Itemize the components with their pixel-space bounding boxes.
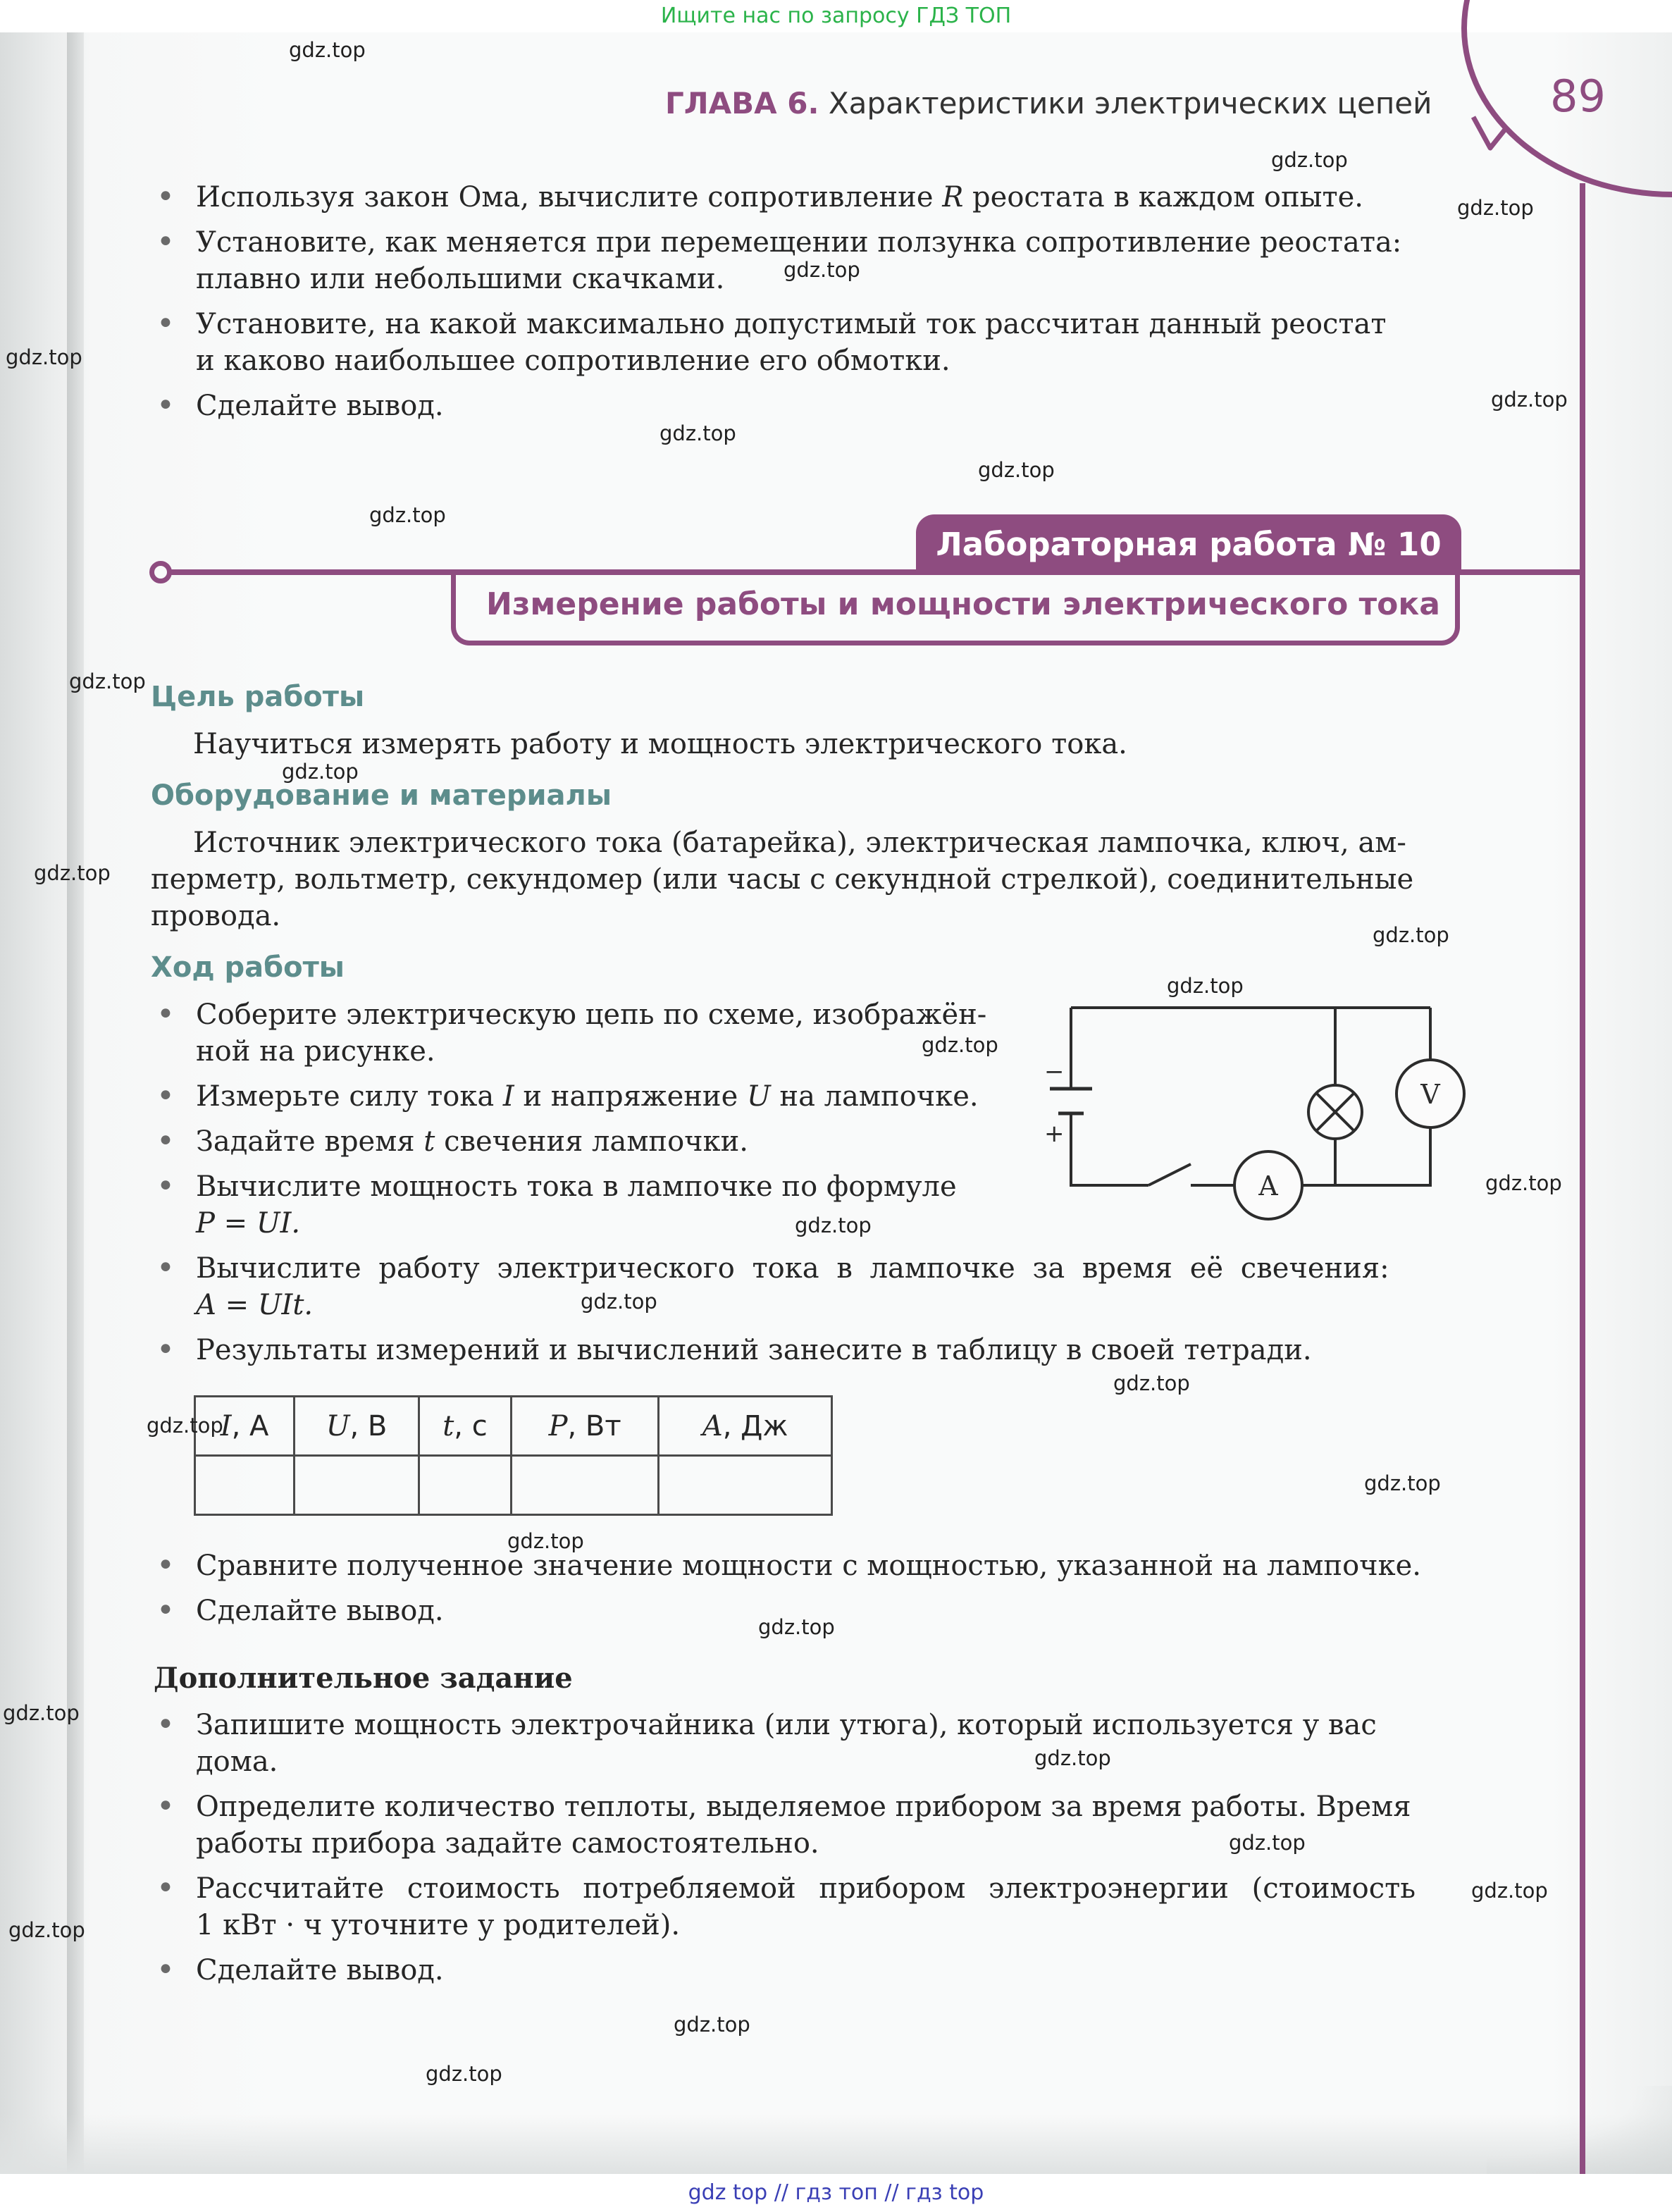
watermark: gdz.top	[1167, 974, 1244, 998]
table-row	[195, 1456, 832, 1515]
results-table	[194, 1395, 833, 1516]
list-item-continuation: и каково наибольшее сопротивление его обмотки.	[196, 345, 950, 377]
procedure-step-continuation: ной на рисунке.	[196, 1035, 435, 1068]
watermark: gdz.top	[8, 1918, 85, 1942]
table-header-cell: A, Дж	[659, 1397, 832, 1456]
watermark: gdz.top	[1491, 388, 1568, 412]
chapter-label: ГЛАВА 6.	[665, 86, 819, 121]
section-heading-goal: Цель работы	[151, 681, 365, 713]
voltmeter-label: V	[1420, 1079, 1440, 1110]
watermark: gdz.top	[282, 760, 359, 784]
battery-plus-label: +	[1044, 1120, 1065, 1148]
watermark: gdz.top	[34, 861, 111, 885]
chapter-header	[665, 86, 1432, 121]
formula-power: P = UI.	[196, 1207, 301, 1240]
watermark: gdz.top	[6, 345, 82, 369]
equipment-line: Источник электрического тока (батарейка), электрическая лампочка, ключ, ам-	[193, 827, 1406, 859]
additional-item-continuation: 1 кВт · ч уточните у родителей).	[196, 1909, 681, 1941]
watermark: gdz.top	[1113, 1371, 1190, 1395]
table-header-cell: P, Вт	[512, 1397, 659, 1456]
equipment-line: провода.	[151, 900, 281, 932]
watermark: gdz.top	[922, 1033, 998, 1057]
goal-text: Научиться измерять работу и мощность электрического тока.	[193, 728, 1127, 760]
watermark: gdz.top	[1485, 1171, 1562, 1195]
watermark: gdz.top	[1034, 1746, 1111, 1770]
arrow-down-icon	[1469, 113, 1511, 155]
additional-item-continuation: дома.	[196, 1745, 278, 1778]
list-item-continuation: плавно или небольшими скачками.	[196, 263, 725, 295]
chapter-title: Характеристики электрических цепей	[828, 86, 1432, 121]
table-header-cell: t, с	[419, 1397, 511, 1456]
voltmeter-icon	[1397, 1060, 1464, 1127]
watermark: gdz.top	[1229, 1831, 1306, 1855]
watermark: gdz.top	[1471, 1879, 1548, 1903]
watermark: gdz.top	[1457, 196, 1534, 220]
section-heading-procedure: Ход работы	[151, 951, 345, 984]
watermark: gdz.top	[978, 458, 1055, 482]
switch-blade	[1148, 1164, 1191, 1185]
table-cell	[419, 1456, 511, 1515]
table-header-cell: U, В	[295, 1397, 419, 1456]
table-cell	[295, 1456, 419, 1515]
watermark: gdz.top	[1271, 148, 1348, 172]
watermark: gdz.top	[795, 1213, 872, 1237]
watermark: gdz.top	[758, 1615, 835, 1639]
ammeter-icon	[1234, 1151, 1302, 1219]
watermark: gdz.top	[659, 421, 736, 445]
watermark: gdz.top	[289, 38, 366, 62]
lamp-icon	[1308, 1085, 1362, 1139]
top-banner[interactable]: Ищите нас по запросу ГДЗ ТОП	[0, 0, 1672, 32]
table-cell	[659, 1456, 832, 1515]
bottom-banner[interactable]: gdz top // гдз топ // гдз top	[0, 2174, 1672, 2212]
page-bottom-shade	[0, 2114, 1672, 2174]
decorative-margin-line	[1580, 183, 1585, 2177]
watermark: gdz.top	[147, 1414, 223, 1438]
watermark: gdz.top	[1364, 1471, 1441, 1495]
lab-title: Измерение работы и мощности электрического тока	[486, 586, 1440, 622]
lab-number-label: Лабораторная работа № 10	[916, 514, 1461, 575]
equipment-line: перметр, вольтметр, секундомер (или часы с секундной стрелкой), соединительные	[151, 863, 1414, 896]
table-cell	[195, 1456, 295, 1515]
watermark: gdz.top	[1373, 923, 1449, 947]
section-heading-additional: Дополнительное задание	[154, 1662, 573, 1695]
watermark: gdz.top	[3, 1701, 80, 1725]
watermark: gdz.top	[426, 2062, 502, 2086]
battery-minus-label: −	[1044, 1058, 1065, 1086]
wire-left-lower	[1071, 1113, 1148, 1185]
watermark: gdz.top	[784, 258, 860, 282]
table-header-row	[195, 1397, 832, 1456]
watermark: gdz.top	[69, 669, 146, 693]
watermark: gdz.top	[507, 1529, 584, 1553]
additional-item-continuation: работы прибора задайте самостоятельно.	[196, 1827, 819, 1860]
section-heading-equipment: Оборудование и материалы	[151, 779, 612, 812]
table-header-cell: I, А	[195, 1397, 295, 1456]
ammeter-label: A	[1258, 1170, 1278, 1201]
watermark: gdz.top	[369, 503, 446, 527]
lab-divider-dot	[149, 561, 172, 583]
circuit-diagram	[1029, 1001, 1480, 1233]
watermark: gdz.top	[581, 1290, 657, 1314]
page-number: 89	[1550, 70, 1606, 122]
table-cell	[512, 1456, 659, 1515]
formula-work: A = UIt.	[196, 1289, 314, 1321]
watermark: gdz.top	[674, 2013, 750, 2037]
